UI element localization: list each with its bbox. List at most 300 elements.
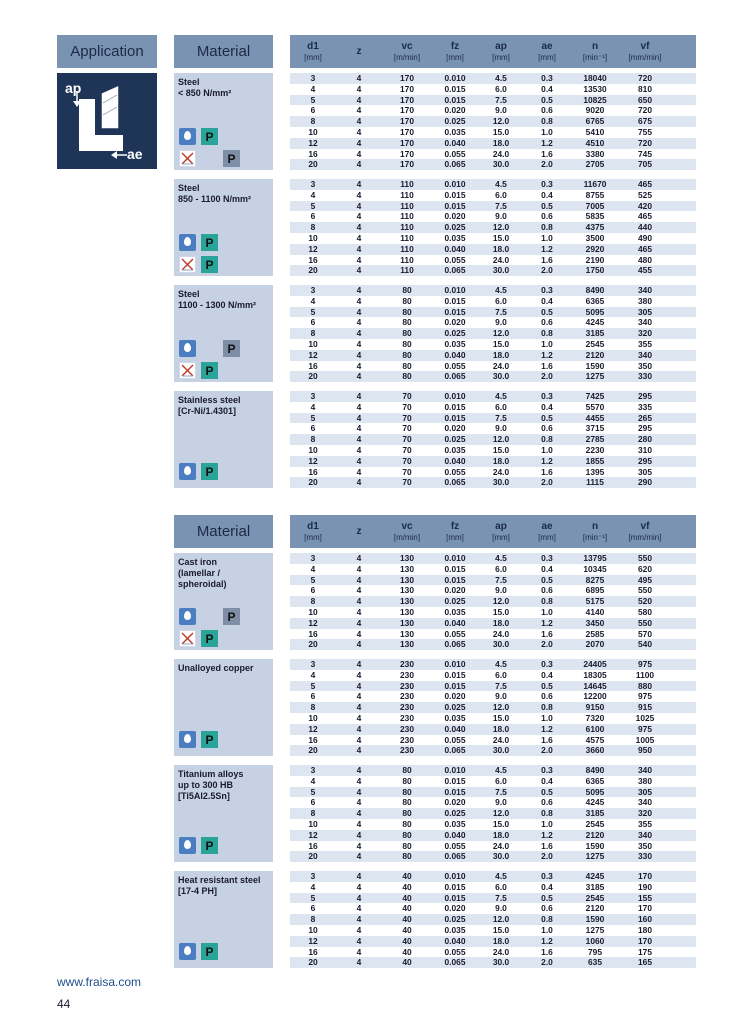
cell-z: 4 (356, 574, 362, 585)
cell-d1: 10 (308, 712, 318, 723)
cell-ae: 1.0 (541, 924, 553, 935)
cell-ap: 6.0 (495, 775, 507, 786)
cell-ap: 4.5 (495, 871, 507, 881)
cell-ae: 1.6 (541, 148, 553, 159)
cell-d1: 4 (310, 401, 316, 412)
cell-ap: 4.5 (495, 391, 507, 401)
cell-vf: 310 (638, 444, 652, 455)
column-symbol: n (591, 520, 599, 532)
cell-ap: 9.0 (495, 903, 507, 914)
cell-ae: 0.6 (541, 691, 553, 702)
no-coolant-cross-icon (179, 150, 196, 167)
column-symbol: vf (640, 520, 650, 532)
cell-z: 4 (356, 285, 362, 295)
cell-fz: 0.035 (444, 232, 466, 243)
cell-ap: 15.0 (492, 126, 510, 137)
column-unit: [min⁻¹] (582, 532, 608, 542)
cell-fz: 0.010 (444, 871, 466, 881)
table-row (290, 893, 696, 904)
material-group-p-badge: P (223, 150, 240, 167)
cell-vf: 335 (638, 401, 652, 412)
cell-z: 4 (356, 211, 362, 222)
cell-vc: 80 (402, 317, 412, 328)
table-row (290, 190, 696, 201)
cell-vc: 230 (400, 691, 414, 702)
cell-d1: 8 (310, 116, 316, 127)
cell-d1: 4 (310, 775, 316, 786)
cell-fz: 0.035 (444, 606, 466, 617)
cell-vf: 525 (638, 189, 652, 200)
cell-vc: 70 (402, 444, 412, 455)
cell-ae: 1.0 (541, 606, 553, 617)
column-symbol: vf (640, 40, 650, 52)
material-group-p-badge: P (201, 943, 218, 960)
cell-n: 4455 (585, 412, 605, 423)
table-row (290, 735, 696, 746)
cell-ap: 6.0 (495, 401, 507, 412)
cell-ae: 0.5 (541, 94, 553, 105)
cell-z: 4 (356, 775, 362, 786)
cell-fz: 0.010 (444, 391, 466, 401)
cell-ae: 0.4 (541, 881, 553, 892)
cell-z: 4 (356, 360, 362, 371)
cell-fz: 0.015 (444, 892, 466, 903)
table-row (290, 797, 696, 808)
cell-d1: 5 (310, 412, 316, 423)
cell-ap: 30.0 (492, 639, 510, 650)
cell-z: 4 (356, 306, 362, 317)
table-row (290, 307, 696, 318)
cell-n: 4140 (585, 606, 605, 617)
cell-vc: 110 (400, 211, 414, 222)
table-row (290, 361, 696, 372)
cell-fz: 0.020 (444, 903, 466, 914)
column-symbol: fz (450, 520, 460, 532)
column-unit: [mm/min] (628, 532, 662, 542)
cell-ae: 1.0 (541, 232, 553, 243)
cell-d1: 5 (310, 574, 316, 585)
cell-n: 3380 (585, 148, 605, 159)
cell-ap: 15.0 (492, 818, 510, 829)
cell-d1: 16 (308, 946, 318, 957)
cell-ae: 0.6 (541, 211, 553, 222)
cell-ap: 15.0 (492, 338, 510, 349)
cell-vf: 355 (638, 818, 652, 829)
cell-vc: 80 (402, 786, 412, 797)
cell-d1: 4 (310, 83, 316, 94)
cell-fz: 0.040 (444, 243, 466, 254)
cell-ap: 18.0 (492, 243, 510, 254)
cell-n: 2120 (585, 829, 605, 840)
cell-d1: 16 (308, 734, 318, 745)
ae-label: ae (127, 146, 143, 162)
cell-n: 2545 (585, 338, 605, 349)
cell-vc: 70 (402, 423, 412, 434)
cell-vc: 170 (400, 137, 414, 148)
cell-fz: 0.065 (444, 159, 466, 170)
cell-z: 4 (356, 243, 362, 254)
cell-n: 3660 (585, 745, 605, 756)
cell-n: 4375 (585, 222, 605, 233)
column-header-d1 (290, 41, 336, 63)
cell-ap: 24.0 (492, 734, 510, 745)
cell-ae: 0.4 (541, 563, 553, 574)
material-group-p-badge: P (201, 837, 218, 854)
cell-z: 4 (356, 232, 362, 243)
cell-ae: 0.3 (541, 391, 553, 401)
cell-vf: 340 (638, 349, 652, 360)
cell-z: 4 (356, 434, 362, 445)
cell-d1: 8 (310, 222, 316, 233)
cell-vc: 170 (400, 126, 414, 137)
cell-fz: 0.015 (444, 775, 466, 786)
cell-vc: 170 (400, 94, 414, 105)
coolant-drop-icon (179, 340, 196, 357)
cutting-data-table (290, 553, 696, 650)
cell-d1: 20 (308, 745, 318, 756)
cell-vf: 380 (638, 775, 652, 786)
cell-ae: 2.0 (541, 957, 553, 968)
cell-d1: 12 (308, 829, 318, 840)
table-row (290, 585, 696, 596)
column-header-z (336, 46, 382, 57)
cell-n: 3185 (585, 808, 605, 819)
table-row (290, 575, 696, 586)
cell-vc: 170 (400, 73, 414, 83)
cell-d1: 8 (310, 808, 316, 819)
cutting-data-table (290, 73, 696, 170)
cell-n: 9150 (585, 702, 605, 713)
cell-d1: 12 (308, 617, 318, 628)
cell-fz: 0.055 (444, 734, 466, 745)
table-row (290, 851, 696, 862)
cell-fz: 0.020 (444, 423, 466, 434)
column-symbol: n (591, 40, 599, 52)
cell-d1: 16 (308, 840, 318, 851)
cell-ap: 9.0 (495, 423, 507, 434)
cell-z: 4 (356, 317, 362, 328)
cell-ae: 0.4 (541, 401, 553, 412)
cell-n: 3185 (585, 328, 605, 339)
cell-ap: 12.0 (492, 914, 510, 925)
table-row (290, 339, 696, 350)
cell-vf: 175 (638, 946, 652, 957)
cell-vc: 130 (400, 574, 414, 585)
cell-vc: 110 (400, 179, 414, 189)
cell-fz: 0.055 (444, 148, 466, 159)
cell-vc: 80 (402, 371, 412, 382)
cell-vc: 130 (400, 585, 414, 596)
cell-z: 4 (356, 338, 362, 349)
cell-vf: 650 (638, 94, 652, 105)
cell-fz: 0.065 (444, 265, 466, 276)
cell-ap: 15.0 (492, 606, 510, 617)
footer-url[interactable]: www.fraisa.com (57, 975, 142, 989)
material-cell (174, 73, 273, 170)
cell-d1: 6 (310, 691, 316, 702)
table-row (290, 713, 696, 724)
cell-ap: 24.0 (492, 466, 510, 477)
material-cell (174, 285, 273, 382)
cell-ap: 12.0 (492, 596, 510, 607)
cell-vc: 230 (400, 702, 414, 713)
cell-z: 4 (356, 585, 362, 596)
cell-vc: 70 (402, 455, 412, 466)
cell-d1: 3 (310, 553, 316, 563)
cell-fz: 0.015 (444, 401, 466, 412)
cell-vf: 550 (638, 617, 652, 628)
cell-n: 1855 (585, 455, 605, 466)
cell-z: 4 (356, 691, 362, 702)
cell-fz: 0.015 (444, 563, 466, 574)
cell-z: 4 (356, 200, 362, 211)
material-group-p-badge: P (223, 340, 240, 357)
cell-vf: 330 (638, 851, 652, 862)
table-row (290, 765, 696, 776)
cell-z: 4 (356, 73, 362, 83)
cell-n: 5095 (585, 306, 605, 317)
cell-n: 6100 (585, 723, 605, 734)
cell-ae: 0.5 (541, 574, 553, 585)
cell-vf: 170 (638, 903, 652, 914)
cell-n: 1590 (585, 840, 605, 851)
cell-ap: 6.0 (495, 881, 507, 892)
cell-n: 3185 (585, 881, 605, 892)
material-cell (174, 391, 273, 488)
cell-n: 1115 (586, 477, 604, 488)
cell-vc: 70 (402, 401, 412, 412)
table-row (290, 116, 696, 127)
cell-vf: 465 (638, 179, 652, 189)
cell-ae: 1.2 (541, 349, 553, 360)
table-row (290, 564, 696, 575)
cell-d1: 5 (310, 786, 316, 797)
cell-fz: 0.035 (444, 818, 466, 829)
cell-fz: 0.015 (444, 306, 466, 317)
cell-ae: 0.3 (541, 179, 553, 189)
cell-vf: 355 (638, 338, 652, 349)
column-header-ap (478, 521, 524, 543)
cell-n: 6895 (585, 585, 605, 596)
cell-vc: 80 (402, 285, 412, 295)
cell-n: 2190 (585, 254, 605, 265)
cell-z: 4 (356, 957, 362, 968)
cell-vf: 550 (638, 553, 652, 563)
material-group-p-badge: P (201, 731, 218, 748)
cell-d1: 12 (308, 723, 318, 734)
cell-vf: 540 (638, 639, 652, 650)
cell-vf: 975 (638, 723, 652, 734)
cell-vc: 110 (400, 189, 414, 200)
cell-fz: 0.015 (444, 83, 466, 94)
coolant-drop-icon (179, 608, 196, 625)
cell-ap: 24.0 (492, 254, 510, 265)
no-coolant-cross-icon (179, 630, 196, 647)
table-row (290, 871, 696, 882)
cell-n: 2785 (585, 434, 605, 445)
cell-vc: 110 (400, 232, 414, 243)
cell-ap: 4.5 (495, 73, 507, 83)
cell-z: 4 (356, 818, 362, 829)
cell-d1: 20 (308, 477, 318, 488)
cell-d1: 6 (310, 211, 316, 222)
cell-z: 4 (356, 786, 362, 797)
column-symbol: d1 (307, 520, 319, 532)
cell-vf: 160 (638, 914, 652, 925)
cell-n: 6365 (585, 775, 605, 786)
cell-vf: 340 (638, 765, 652, 775)
cell-vf: 305 (638, 306, 652, 317)
cell-z: 4 (356, 295, 362, 306)
cell-vf: 295 (638, 423, 652, 434)
column-symbol: z (356, 46, 362, 57)
cell-ae: 0.8 (541, 808, 553, 819)
material-group-p-badge: P (201, 463, 218, 480)
cell-vc: 230 (400, 669, 414, 680)
cell-d1: 6 (310, 317, 316, 328)
cell-n: 1275 (585, 851, 605, 862)
cell-ap: 30.0 (492, 477, 510, 488)
cell-vc: 80 (402, 775, 412, 786)
material-header-2: Material (174, 515, 273, 548)
cell-fz: 0.010 (444, 553, 466, 563)
cell-ae: 0.6 (541, 585, 553, 596)
cell-ae: 1.6 (541, 628, 553, 639)
cell-n: 2230 (585, 444, 605, 455)
table-row (290, 596, 696, 607)
cell-fz: 0.025 (444, 702, 466, 713)
cell-vc: 80 (402, 797, 412, 808)
cell-n: 795 (588, 946, 602, 957)
cell-ap: 6.0 (495, 669, 507, 680)
cell-vf: 305 (638, 466, 652, 477)
cell-fz: 0.015 (444, 412, 466, 423)
cell-n: 7320 (585, 712, 605, 723)
cell-ae: 0.4 (541, 295, 553, 306)
table-row (290, 244, 696, 255)
column-symbol: ap (495, 40, 507, 52)
table-row (290, 947, 696, 958)
cell-ae: 0.3 (541, 659, 553, 669)
cell-n: 10345 (583, 563, 607, 574)
cell-fz: 0.020 (444, 797, 466, 808)
cell-ae: 2.0 (541, 639, 553, 650)
cell-ap: 4.5 (495, 553, 507, 563)
cell-z: 4 (356, 946, 362, 957)
cell-ae: 0.4 (541, 189, 553, 200)
cell-vf: 480 (638, 254, 652, 265)
cell-n: 635 (588, 957, 602, 968)
cell-fz: 0.025 (444, 596, 466, 607)
column-unit: [mm] (446, 52, 464, 62)
cell-ae: 2.0 (541, 371, 553, 382)
cell-fz: 0.020 (444, 105, 466, 116)
cell-fz: 0.015 (444, 295, 466, 306)
cell-n: 4245 (585, 797, 605, 808)
table-row (290, 328, 696, 339)
table-row (290, 787, 696, 798)
cell-d1: 5 (310, 200, 316, 211)
cell-ae: 0.5 (541, 680, 553, 691)
table-row (290, 639, 696, 650)
cell-d1: 5 (310, 680, 316, 691)
cell-d1: 5 (310, 94, 316, 105)
cell-z: 4 (356, 659, 362, 669)
column-unit: [mm] (538, 52, 556, 62)
cell-n: 5835 (585, 211, 605, 222)
cell-vc: 80 (402, 840, 412, 851)
cell-z: 4 (356, 745, 362, 756)
cell-vc: 80 (402, 851, 412, 862)
cell-z: 4 (356, 159, 362, 170)
cell-z: 4 (356, 371, 362, 382)
cell-z: 4 (356, 669, 362, 680)
cell-ap: 12.0 (492, 328, 510, 339)
cell-n: 5175 (585, 596, 605, 607)
cell-ap: 6.0 (495, 563, 507, 574)
cell-fz: 0.025 (444, 914, 466, 925)
cell-fz: 0.025 (444, 328, 466, 339)
cell-vf: 880 (638, 680, 652, 691)
cell-fz: 0.010 (444, 659, 466, 669)
cell-vf: 350 (638, 360, 652, 371)
cell-d1: 6 (310, 585, 316, 596)
cell-fz: 0.055 (444, 360, 466, 371)
cell-d1: 10 (308, 444, 318, 455)
cell-ap: 18.0 (492, 349, 510, 360)
cell-ap: 7.5 (495, 892, 507, 903)
table-row (290, 702, 696, 713)
cell-vc: 110 (400, 243, 414, 254)
cell-ap: 7.5 (495, 200, 507, 211)
cell-d1: 16 (308, 254, 318, 265)
cell-vc: 40 (402, 871, 412, 881)
cell-n: 6765 (585, 116, 605, 127)
table-row (290, 371, 696, 382)
cell-ap: 12.0 (492, 702, 510, 713)
cell-ae: 1.0 (541, 338, 553, 349)
cell-n: 2545 (585, 818, 605, 829)
cell-z: 4 (356, 881, 362, 892)
cell-d1: 10 (308, 338, 318, 349)
cell-ae: 0.8 (541, 434, 553, 445)
cell-ae: 0.6 (541, 105, 553, 116)
cell-ap: 6.0 (495, 83, 507, 94)
cutting-data-table (290, 179, 696, 276)
cell-vc: 130 (400, 639, 414, 650)
cell-n: 5410 (585, 126, 605, 137)
cell-vf: 745 (638, 148, 652, 159)
cell-ae: 2.0 (541, 851, 553, 862)
table-row (290, 179, 696, 190)
cell-vc: 40 (402, 924, 412, 935)
cell-vf: 295 (638, 455, 652, 466)
cell-d1: 3 (310, 871, 316, 881)
cell-vc: 170 (400, 159, 414, 170)
column-unit: [mm] (304, 532, 322, 542)
cell-ae: 0.6 (541, 423, 553, 434)
material-group-p-badge: P (201, 630, 218, 647)
cell-vf: 915 (638, 702, 652, 713)
material-cell (174, 659, 273, 756)
cell-vc: 80 (402, 349, 412, 360)
cell-ap: 24.0 (492, 628, 510, 639)
coolant-drop-icon (179, 731, 196, 748)
cell-fz: 0.020 (444, 211, 466, 222)
cell-ae: 0.4 (541, 669, 553, 680)
column-header-ae (524, 41, 570, 63)
cell-z: 4 (356, 94, 362, 105)
